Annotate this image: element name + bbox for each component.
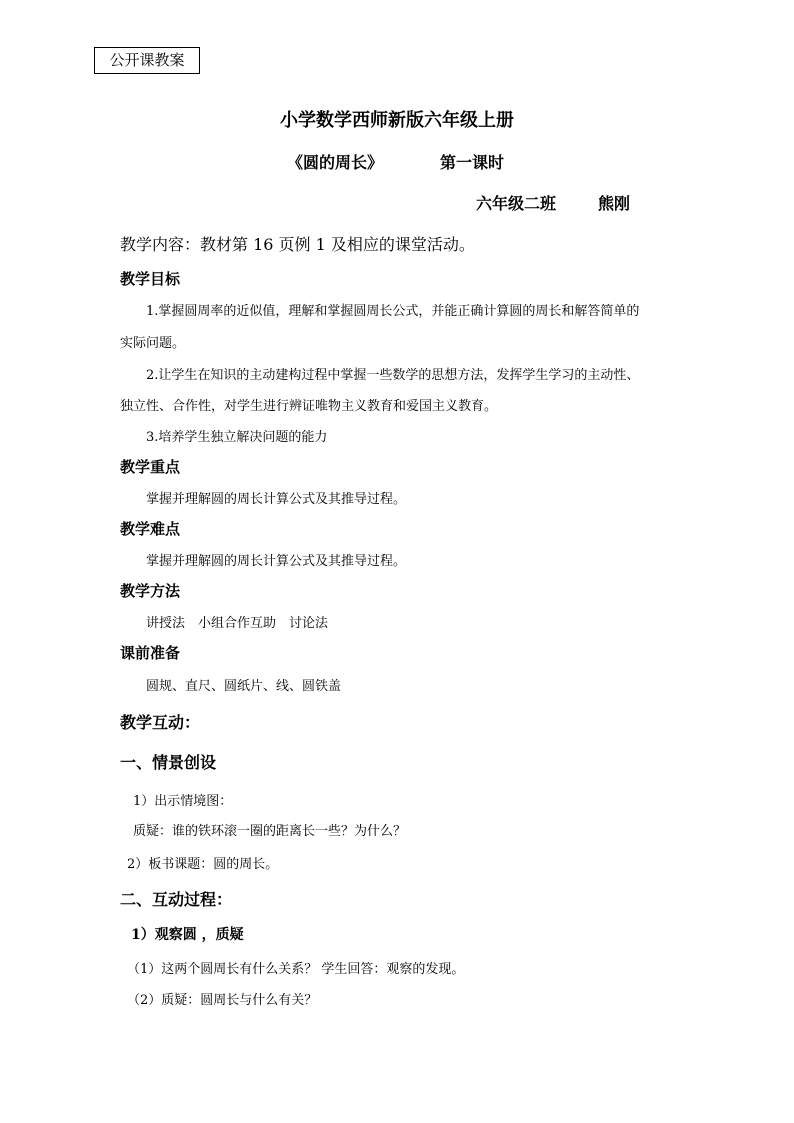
- objective-2-line-1: 2.让学生在知识的主动建构过程中掌握一些数学的思想方法，发挥学生学习的主动性、: [146, 368, 640, 383]
- teacher-name: 熊刚: [598, 194, 631, 213]
- difficulties-heading: 教学难点: [120, 520, 181, 538]
- objective-3: 3.培养学生独立解决问题的能力: [146, 430, 328, 445]
- section-1-line-2: 质疑：谁的铁环滚一圈的距离长一些？为什么？: [133, 824, 407, 839]
- document-title: 小学数学西师新版六年级上册: [280, 110, 514, 131]
- section-2-line-2: （2）质疑：圆周长与什么有关？: [127, 993, 318, 1008]
- objective-2-line-2: 独立性、合作性，对学生进行辨证唯物主义教育和爱国主义教育。: [120, 399, 498, 414]
- class-name: 六年级二班: [476, 194, 557, 213]
- methods-text: 讲授法 小组合作互助 讨论法: [146, 616, 329, 631]
- objective-1-line-2: 实际问题。: [120, 336, 186, 351]
- objectives-heading: 教学目标: [120, 270, 181, 288]
- section-1-heading: 一、情景创设: [120, 753, 217, 772]
- teaching-content: 教学内容：教材第 16 页例 1 及相应的课堂活动。: [120, 235, 475, 254]
- section-1-line-1: 1）出示情境图：: [133, 794, 233, 809]
- difficulties-text: 掌握并理解圆的周长计算公式及其推导过程。: [146, 554, 407, 569]
- key-points-text: 掌握并理解圆的周长计算公式及其推导过程。: [146, 492, 407, 507]
- section-2-subheading: 1）观察圆 ，质疑: [131, 927, 244, 943]
- section-1-line-3: 2）板书课题：圆的周长。: [127, 857, 279, 872]
- section-2-heading: 二、互动过程：: [120, 890, 233, 909]
- key-points-heading: 教学重点: [120, 458, 181, 476]
- preparation-text: 圆规、直尺、圆纸片、线、圆铁盖: [146, 679, 342, 694]
- lesson-type-stamp: 公开课教案: [94, 47, 200, 74]
- preparation-heading: 课前准备: [120, 644, 181, 662]
- interaction-heading: 教学互动：: [120, 713, 201, 732]
- section-2-line-1: （1）这两个圆周长有什么关系？ 学生回答：观察的发现。: [127, 962, 465, 977]
- lesson-title: 《圆的周长》: [287, 153, 384, 172]
- methods-heading: 教学方法: [120, 582, 181, 600]
- objective-1-line-1: 1.掌握圆周率的近似值，理解和掌握圆周长公式，并能正确计算圆的周长和解答简单的: [146, 304, 640, 319]
- lesson-period: 第一课时: [440, 153, 505, 172]
